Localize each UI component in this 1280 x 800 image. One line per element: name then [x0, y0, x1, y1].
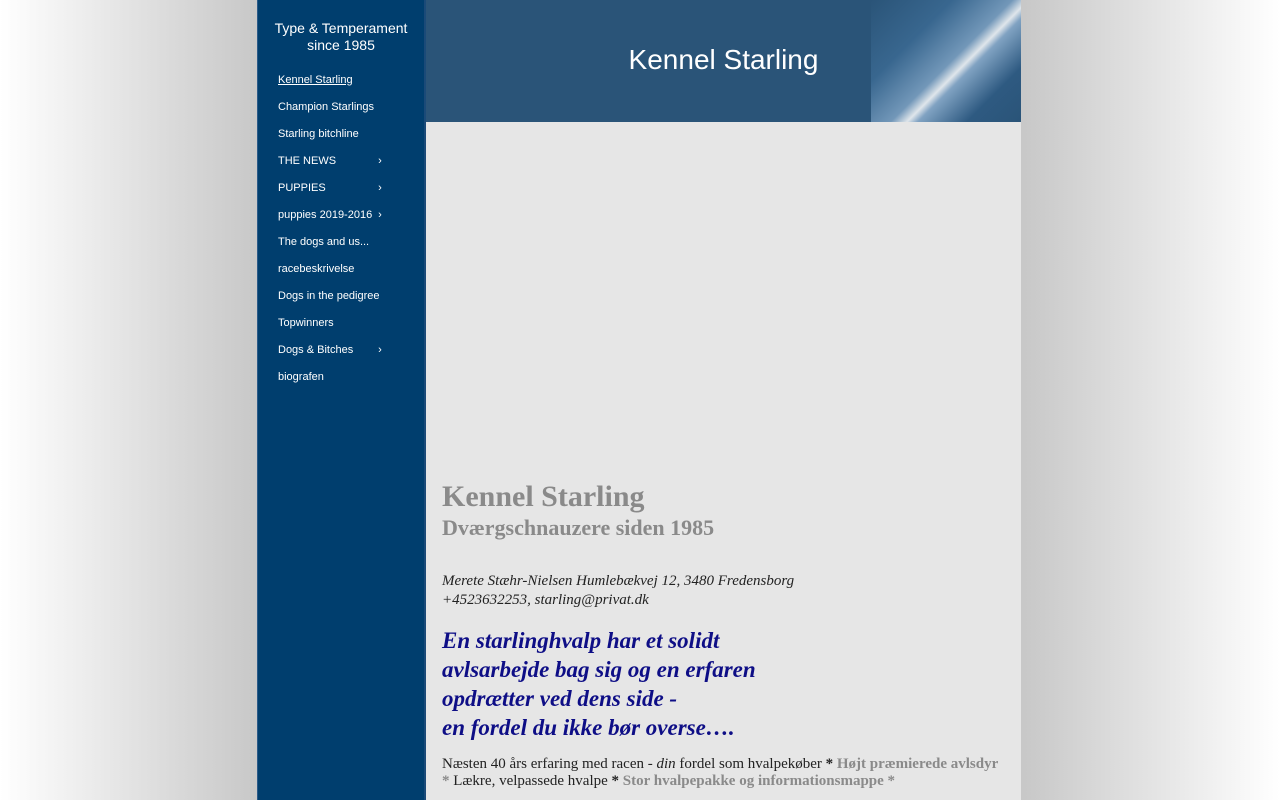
header-banner: [426, 0, 1021, 122]
sidebar-item-label: Champion Starlings: [278, 100, 374, 113]
tagline-line2: since 1985: [307, 37, 375, 53]
intro-text: Næsten 40 års erfaring med racen -: [442, 756, 657, 772]
highlight-text: Stor hvalpepakke og informationsmappe *: [622, 773, 896, 789]
slogan: [442, 626, 1005, 742]
sidebar-nav: [258, 66, 424, 390]
chevron-right-icon: ›: [378, 154, 382, 167]
chevron-right-icon: ›: [378, 181, 382, 194]
sidebar-item-dogs-bitches[interactable]: [258, 336, 424, 363]
sidebar-item-label: Dogs in the pedigree: [278, 289, 380, 302]
highlight-text: Højt præmierede avlsdyr *: [442, 756, 998, 789]
slogan-line: En starlinghvalp har et solidt: [442, 628, 720, 653]
sidebar-item-label: Topwinners: [278, 316, 334, 329]
sidebar-item-label: Kennel Starling: [278, 73, 353, 86]
sidebar: [257, 0, 426, 800]
header-swoosh-decoration: [871, 0, 1021, 122]
slogan-line: en fordel du ikke bør overse….: [442, 715, 735, 740]
sidebar-item-biografen[interactable]: [258, 363, 424, 390]
sidebar-item-champion-starlings[interactable]: [258, 93, 424, 120]
slogan-line: opdrætter ved dens side -: [442, 686, 678, 711]
tagline-line1: Type & Temperament: [274, 20, 408, 36]
sidebar-item-label: THE NEWS: [278, 154, 337, 167]
phone-email-line: +4523632253, starling@privat.dk: [442, 592, 649, 608]
header-title: Kennel Starling: [628, 44, 819, 75]
intro-paragraph: [442, 756, 1005, 790]
sidebar-item-label: PUPPIES: [278, 181, 326, 194]
sidebar-item-label: Starling bitchline: [278, 127, 359, 140]
sidebar-item-label: puppies 2019-2016: [278, 208, 373, 221]
intro-text: fordel som hvalpekøber: [675, 756, 826, 772]
page: [257, 0, 1023, 800]
main-content: [426, 0, 1021, 800]
bullet-star: *: [825, 756, 834, 772]
contact-address: [442, 572, 1005, 610]
sidebar-item-the-dogs-and-us[interactable]: [258, 228, 424, 255]
sidebar-item-racebeskrivelse[interactable]: [258, 255, 424, 282]
sidebar-item-label: Dogs & Bitches: [278, 343, 354, 356]
site-tagline: [258, 0, 424, 66]
sidebar-item-starling-bitchline[interactable]: [258, 120, 424, 147]
image-placeholder: [442, 122, 1005, 480]
slogan-line: avlsarbejde bag sig og en erfaren: [442, 657, 756, 682]
sidebar-item-puppies[interactable]: [258, 174, 424, 201]
intro-text: Lækre, velpassede hvalpe: [453, 773, 612, 789]
page-subtitle: Dværgschnauzere siden 1985: [442, 515, 715, 540]
page-title: Kennel Starling: [442, 480, 645, 513]
bullet-star: *: [611, 773, 623, 789]
intro-emphasis: din: [656, 756, 676, 772]
chevron-right-icon: ›: [378, 208, 382, 221]
sidebar-item-label: racebeskrivelse: [278, 262, 355, 275]
sidebar-item-label: biografen: [278, 370, 324, 383]
sidebar-item-the-news[interactable]: [258, 147, 424, 174]
sidebar-item-topwinners[interactable]: [258, 309, 424, 336]
address-line: Merete Stæhr-Nielsen Humlebækvej 12, 3480 Fredensborg: [442, 573, 795, 589]
sidebar-item-dogs-in-the-pedigree[interactable]: [258, 282, 424, 309]
sidebar-item-puppies-2019-2016[interactable]: [258, 201, 424, 228]
sidebar-item-label: The dogs and us...: [278, 235, 370, 248]
chevron-right-icon: ›: [378, 343, 382, 356]
sidebar-item-kennel-starling[interactable]: [258, 66, 424, 93]
